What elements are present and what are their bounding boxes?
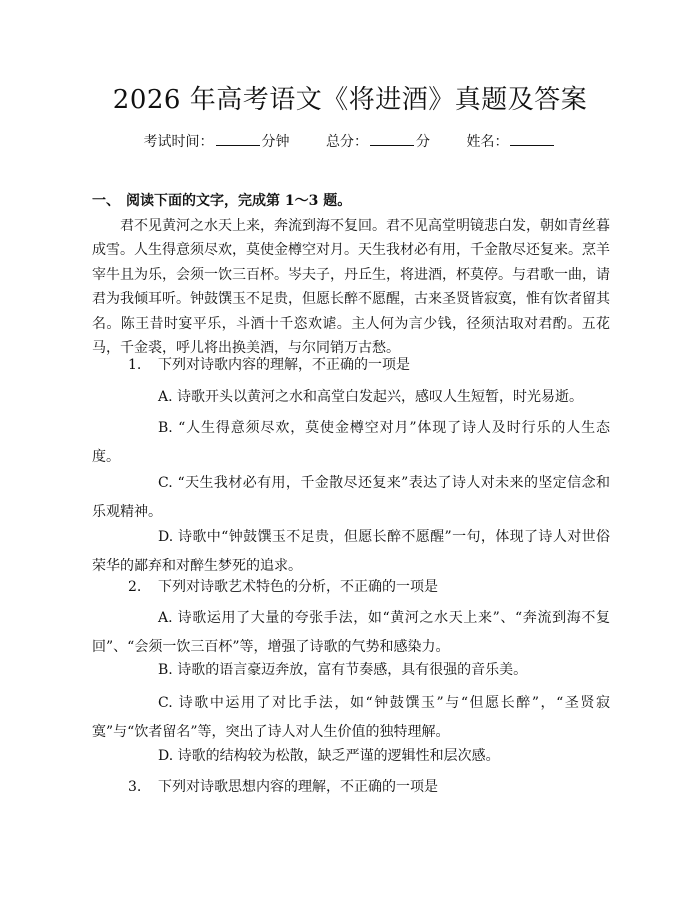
question-1-option-b[interactable]: B. “人生得意须尽欢，莫使金樽空对月”体现了诗人及时行乐的人生态度。 [92, 420, 610, 465]
name-label: 姓名： [466, 134, 509, 150]
question-number: 2. [128, 579, 142, 595]
question-stem: 下列对诗歌思想内容的理解，不正确的一项是 [158, 779, 438, 795]
total-score-label: 总分： [326, 134, 368, 150]
question-2-option-c[interactable]: C. 诗歌中运用了对比手法，如“钟鼓馔玉”与“但愿长醉”，“圣贤寂寞”与“饮者留名”等，突出了诗人对人生价值的独特理解。 [92, 695, 610, 740]
question-stem: 下列对诗歌艺术特色的分析，不正确的一项是 [158, 579, 438, 595]
total-score-blank[interactable] [370, 131, 414, 146]
section-number: 一、 [92, 193, 120, 209]
page-title: 2026 年高考语文《将进酒》真题及答案 [112, 85, 588, 115]
question-number: 3. [128, 779, 142, 795]
total-score-field [326, 131, 430, 153]
question-2-option-b[interactable]: B. 诗歌的语言豪迈奔放，富有节奏感，具有很强的音乐美。 [158, 662, 528, 678]
name-field [466, 131, 556, 153]
question-3 [128, 775, 608, 799]
question-stem: 下列对诗歌内容的理解，不正确的一项是 [158, 357, 410, 373]
question-1-option-a[interactable]: A. 诗歌开头以黄河之水和高堂白发起兴，感叹人生短暂，时光易逝。 [158, 389, 584, 405]
poem-passage: 君不见黄河之水天上来，奔流到海不复回。君不见高堂明镜悲白发，朝如青丝暮成雪。人生得意须尽欢，莫使金樽空对月。天生我材必有用，千金散尽还复来。烹羊宰牛且为乐，会须一饮三百杯。岑夫子，丹丘生，将进酒，杯莫停。与君歌一曲，请君为我倾耳听。钟鼓馔玉不足贵，但愿长醉不愿醒，古来圣贤皆寂寞，惟有饮者留其名。陈王昔时宴平乐，斗酒十千恣欢谑。主人何为言少钱，径须沽取对君酌。五花马，千金裘，呼儿将出换美酒，与尔同销万古愁。 [92, 218, 610, 357]
name-blank[interactable] [510, 131, 554, 146]
exam-time-field [144, 131, 290, 153]
section-instruction: 阅读下面的文字，完成第 1～3 题。 [126, 193, 352, 209]
question-1 [128, 353, 608, 377]
question-1-option-d[interactable]: D. 诗歌中“钟鼓馔玉不足贵，但愿长醉不愿醒”一句，体现了诗人对世俗荣华的鄙弃和对醉生梦死的追求。 [92, 529, 610, 574]
exam-time-blank[interactable] [216, 131, 260, 146]
exam-info-line [0, 131, 700, 153]
section-heading [92, 190, 612, 212]
exam-time-unit: 分钟 [261, 134, 290, 150]
question-1-option-c[interactable]: C. “天生我材必有用，千金散尽还复来”表达了诗人对未来的坚定信念和乐观精神。 [92, 475, 610, 520]
question-2-option-a[interactable]: A. 诗歌运用了大量的夸张手法，如“黄河之水天上来”、“奔流到海不复回”、“会须一饮三百杯”等，增强了诗歌的气势和感染力。 [92, 610, 610, 655]
question-number: 1. [128, 357, 142, 373]
question-2 [128, 575, 608, 599]
exam-time-label: 考试时间： [143, 134, 214, 150]
question-2-option-d[interactable]: D. 诗歌的结构较为松散，缺乏严谨的逻辑性和层次感。 [158, 748, 500, 764]
total-score-unit: 分 [416, 134, 430, 150]
